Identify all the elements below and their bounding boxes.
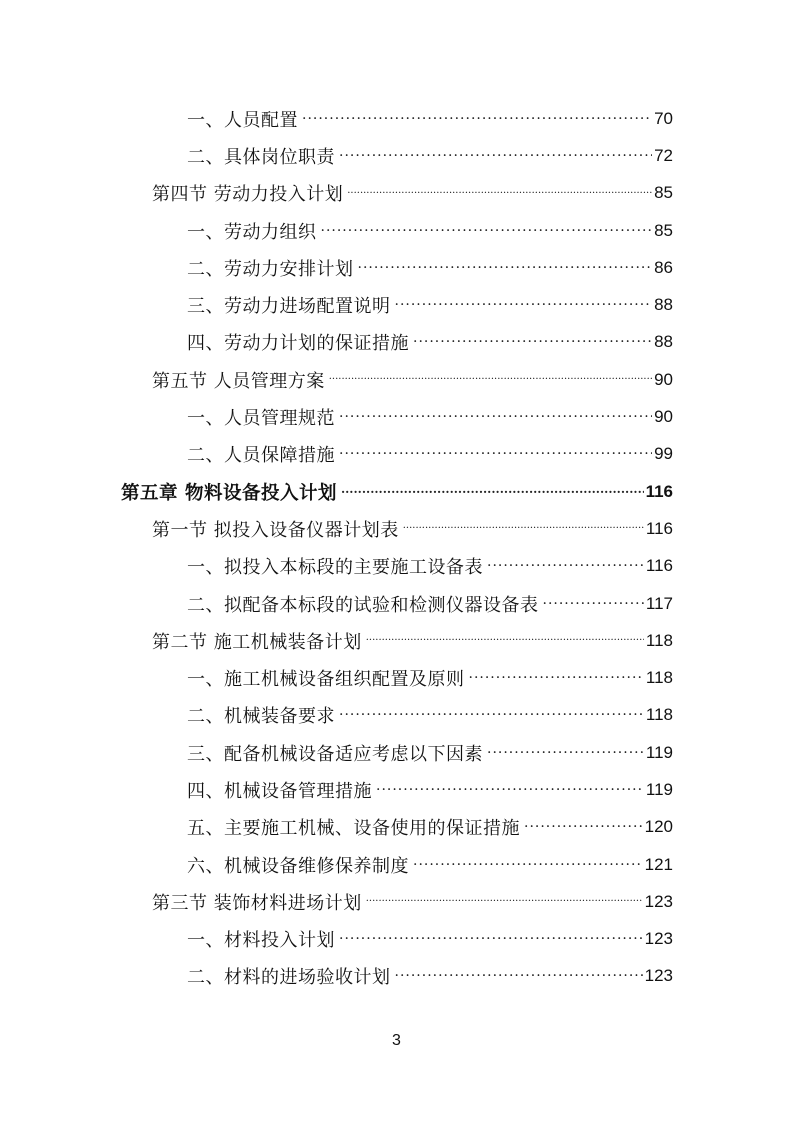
toc-entry-label: 二、机械装备要求 xyxy=(187,706,335,728)
toc-subsection-entry[interactable] xyxy=(0,697,793,734)
toc-dot-leader xyxy=(339,446,652,462)
toc-entry-page-number: 99 xyxy=(654,444,673,464)
toc-dot-leader xyxy=(329,374,652,385)
toc-entry-page-number: 88 xyxy=(654,295,673,315)
toc-dot-leader xyxy=(347,188,652,199)
toc-entry-label: 一、拟投入本标段的主要施工设备表 xyxy=(187,557,483,579)
toc-entry-page-number: 121 xyxy=(644,854,673,874)
toc-entry-label: 一、材料投入计划 xyxy=(187,930,335,952)
toc-dot-leader xyxy=(524,819,643,835)
toc-entry-page-number: 116 xyxy=(645,481,673,501)
toc-entry-page-number: 123 xyxy=(644,929,673,949)
toc-entry-label: 一、人员管理规范 xyxy=(187,408,335,430)
toc-entry-label: 六、机械设备维修保养制度 xyxy=(187,855,409,877)
toc-entry-page-number: 118 xyxy=(645,668,673,688)
toc-subsection-entry[interactable] xyxy=(0,771,793,808)
toc-dot-leader xyxy=(321,223,653,239)
toc-section-entry[interactable] xyxy=(0,510,793,547)
toc-subsection-entry[interactable] xyxy=(0,548,793,585)
toc-entry-page-number: 72 xyxy=(654,145,673,165)
toc-entry-label: 二、拟配备本标段的试验和检测仪器设备表 xyxy=(187,594,539,616)
toc-entry-page-number: 123 xyxy=(644,891,673,911)
toc-subsection-entry[interactable] xyxy=(0,137,793,174)
toc-dot-leader xyxy=(403,523,644,534)
toc-entry-page-number: 123 xyxy=(644,966,673,986)
toc-dot-leader xyxy=(339,409,652,425)
toc-dot-leader xyxy=(339,148,652,164)
toc-subsection-entry[interactable] xyxy=(0,734,793,771)
toc-dot-leader xyxy=(339,707,644,723)
table-of-contents xyxy=(0,100,793,995)
toc-entry-page-number: 90 xyxy=(654,407,673,427)
toc-entry-label: 一、施工机械设备组织配置及原则 xyxy=(187,669,465,691)
toc-entry-label: 五、主要施工机械、设备使用的保证措施 xyxy=(187,818,520,840)
toc-entry-label: 一、人员配置 xyxy=(187,109,298,131)
toc-entry-label: 三、劳动力进场配置说明 xyxy=(187,296,391,318)
toc-dot-leader xyxy=(376,782,644,798)
toc-entry-label: 第五节 人员管理方案 xyxy=(152,370,325,392)
toc-entry-page-number: 116 xyxy=(645,518,673,538)
toc-subsection-entry[interactable] xyxy=(0,809,793,846)
toc-entry-page-number: 119 xyxy=(645,779,673,799)
toc-entry-label: 二、劳动力安排计划 xyxy=(187,258,354,280)
toc-section-entry[interactable] xyxy=(0,361,793,398)
toc-section-entry[interactable] xyxy=(0,175,793,212)
toc-subsection-entry[interactable] xyxy=(0,958,793,995)
toc-subsection-entry[interactable] xyxy=(0,921,793,958)
toc-entry-page-number: 119 xyxy=(645,742,673,762)
toc-entry-label: 二、人员保障措施 xyxy=(187,445,335,467)
toc-dot-leader xyxy=(543,596,644,612)
toc-dot-leader xyxy=(395,968,643,984)
toc-dot-leader xyxy=(366,896,643,907)
toc-entry-label: 四、机械设备管理措施 xyxy=(187,780,372,802)
toc-subsection-entry[interactable] xyxy=(0,398,793,435)
toc-entry-page-number: 90 xyxy=(654,369,673,389)
toc-entry-page-number: 120 xyxy=(644,817,673,837)
toc-entry-label: 第二节 施工机械装备计划 xyxy=(152,631,362,653)
toc-entry-label: 二、具体岗位职责 xyxy=(187,146,335,168)
toc-subsection-entry[interactable] xyxy=(0,846,793,883)
toc-entry-page-number: 85 xyxy=(654,220,673,240)
toc-dot-leader xyxy=(487,745,644,761)
toc-dot-leader xyxy=(366,635,644,646)
toc-dot-leader xyxy=(413,334,652,350)
toc-entry-page-number: 86 xyxy=(654,257,673,277)
toc-entry-label: 二、材料的进场验收计划 xyxy=(187,967,391,989)
toc-entry-label: 第一节 拟投入设备仪器计划表 xyxy=(152,519,399,541)
toc-entry-label: 三、配备机械设备适应考虑以下因素 xyxy=(187,743,483,765)
toc-dot-leader xyxy=(358,260,653,276)
toc-chapter-entry[interactable] xyxy=(0,473,793,510)
toc-entry-page-number: 116 xyxy=(645,556,673,576)
toc-entry-label: 第四节 劳动力投入计划 xyxy=(152,184,344,206)
toc-entry-page-number: 118 xyxy=(645,705,673,725)
page-number: 3 xyxy=(392,1032,401,1049)
toc-subsection-entry[interactable] xyxy=(0,585,793,622)
toc-entry-page-number: 117 xyxy=(645,593,673,613)
toc-dot-leader xyxy=(339,931,643,947)
toc-subsection-entry[interactable] xyxy=(0,286,793,323)
toc-section-entry[interactable] xyxy=(0,883,793,920)
toc-dot-leader xyxy=(413,857,643,873)
toc-entry-page-number: 85 xyxy=(654,183,673,203)
toc-dot-leader xyxy=(469,670,644,686)
toc-entry-page-number: 70 xyxy=(654,108,673,128)
toc-entry-page-number: 118 xyxy=(645,630,673,650)
toc-dot-leader xyxy=(487,558,644,574)
toc-subsection-entry[interactable] xyxy=(0,249,793,286)
toc-dot-leader xyxy=(341,485,644,499)
toc-subsection-entry[interactable] xyxy=(0,436,793,473)
toc-entry-page-number: 88 xyxy=(654,332,673,352)
toc-subsection-entry[interactable] xyxy=(0,324,793,361)
toc-dot-leader xyxy=(395,297,653,313)
toc-entry-label: 四、劳动力计划的保证措施 xyxy=(187,333,409,355)
toc-entry-label: 第三节 装饰材料进场计划 xyxy=(152,892,362,914)
toc-entry-label: 第五章 物料设备投入计划 xyxy=(121,482,337,504)
toc-subsection-entry[interactable] xyxy=(0,100,793,137)
toc-subsection-entry[interactable] xyxy=(0,212,793,249)
toc-subsection-entry[interactable] xyxy=(0,659,793,696)
toc-section-entry[interactable] xyxy=(0,622,793,659)
toc-entry-label: 一、劳动力组织 xyxy=(187,221,317,243)
toc-dot-leader xyxy=(302,111,652,127)
